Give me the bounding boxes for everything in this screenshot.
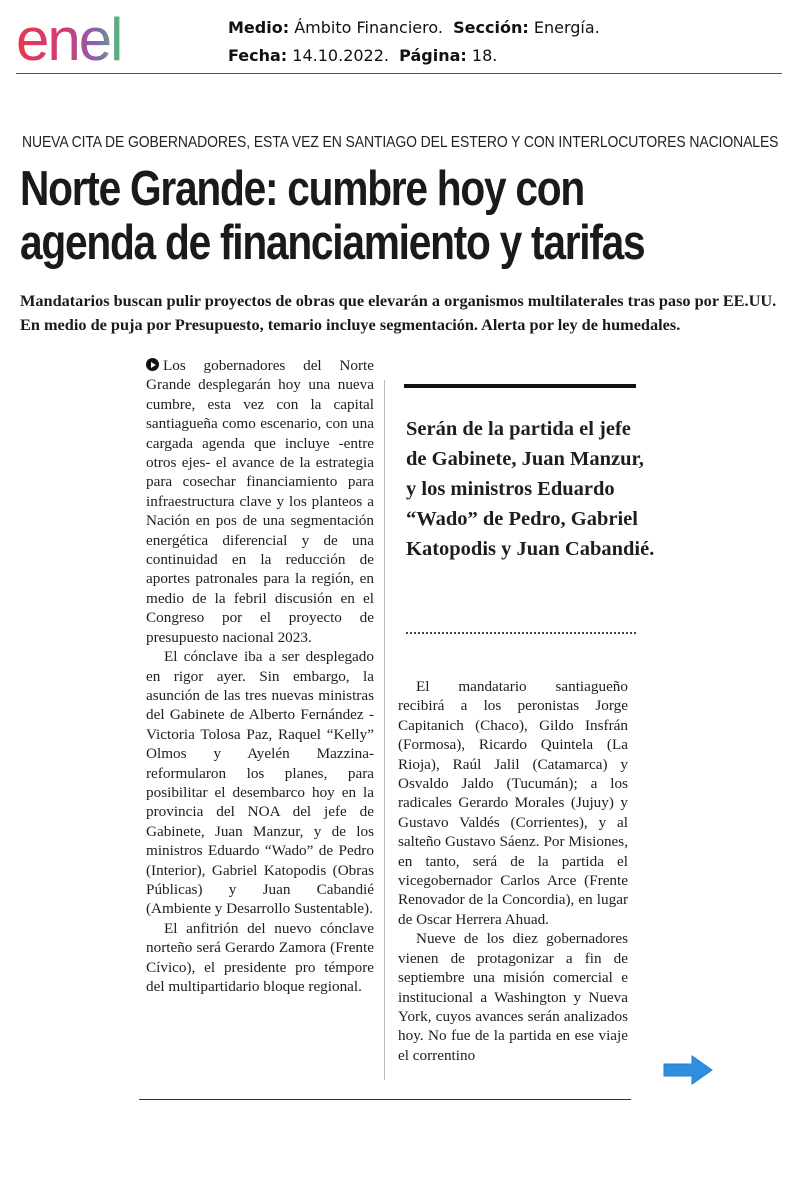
paragraph: El mandatario santiagueño recibirá a los peronistas Jorge Capitanich (Chaco), Gildo Insfrán (Formosa), Ricardo Quintela (La Rioja), Raúl Jalil (Catamarca) y Osvaldo Jaldo (Tucumán); a los radicales Gerardo Morales (Jujuy) y Gustavo Valdés (Corrientes), y al salteño Gustavo Sáenz. Por Misiones, en tanto, será de la partida el vicegobernador Carlos Arce (Frente Renovador de la Concordia), en lugar de Oscar Herrera Ahuad.	[398, 678, 628, 928]
headline-line-1: Norte Grande: cumbre hoy con	[20, 162, 584, 216]
article-column-1	[146, 356, 374, 996]
article-subhead: Mandatarios buscan pulir proyectos de obras que elevarán a organismos multilaterales tras paso por EE.UU. En medio de puja por Presupuesto, temario incluye segmentación. Alerta por ley de humedales.	[20, 291, 777, 334]
seccion-value: Energía.	[533, 18, 600, 37]
footer-divider	[139, 1099, 631, 1100]
arrow-right-icon[interactable]	[662, 1054, 714, 1086]
enel-logo	[16, 8, 172, 70]
paragraph: El cónclave iba a ser desplegado en rigor ayer. Sin embargo, la asunción de las tres nuevas ministras del Gabinete de Alberto Fernández -Victoria Tolosa Paz, Raquel “Kelly” Olmos y Ayelén Mazzina- reformularon los planes, para posibilitar el desembarco hoy en la provincia del NOA del jefe de Gabinete, Juan Manzur, y de los ministros Eduardo “Wado” de Pedro (Interior), Gabriel Katopodis (Obras Públicas) y Juan Cabandié (Ambiente y Desarrollo Sustentable).	[146, 648, 374, 918]
pullquote: Serán de la partida el jefe de Gabinete, Juan Manzur, y los ministros Eduardo “Wado” de Pedro, Gabriel Katopodis y Juan Cabandié.	[406, 418, 655, 560]
medio-label: Medio:	[228, 18, 290, 37]
column-divider	[384, 380, 385, 1080]
header-divider	[16, 73, 782, 74]
headline-line-2: agenda de financiamiento y tarifas	[20, 216, 645, 270]
header-meta-line1	[228, 18, 600, 37]
medio-value: Ámbito Financiero.	[294, 18, 443, 37]
pagina-value: 18.	[471, 46, 498, 65]
svg-text:enel: enel	[16, 8, 122, 70]
fecha-label: Fecha:	[228, 46, 288, 65]
play-circle-icon	[146, 358, 159, 371]
article-headline	[20, 162, 767, 270]
pullquote-top-bar	[404, 384, 636, 388]
fecha-value: 14.10.2022.	[292, 46, 389, 65]
paragraph: El anfitrión del nuevo cónclave norteño será Gerardo Zamora (Frente Cívico), el presidente pro témpore del multipartidario bloque regional.	[146, 919, 374, 995]
pullquote-dotted-rule	[406, 632, 636, 634]
pagina-label: Página:	[399, 46, 467, 65]
article-kicker: NUEVA CITA DE GOBERNADORES, ESTA VEZ EN SANTIAGO DEL ESTERO Y CON INTERLOCUTORES NACIONALES	[22, 134, 779, 151]
seccion-label: Sección:	[453, 18, 529, 37]
paragraph: Nueve de los diez gobernadores vienen de protagonizar a fin de septiembre una misión comercial e institucional a Washington y Nueva York, cuyos avances serán analizados hoy. No fue de la partida en ese viaje el correntino	[398, 930, 628, 1064]
paragraph: Los gobernadores del Norte Grande desplegarán hoy una nueva cumbre, esta vez con la capital santiagueña como escenario, con una cargada agenda que incluye -entre otros ejes- el avance de la estrategia para cosechar financiamiento para infraestructura clave y los planteos a Nación en pos de una segmentación energética diferencial y de una continuidad en la reducción de aportes patronales para la región, en medio de la febril discusión en el Congreso por el proyecto de presupuesto nacional 2023.	[146, 357, 374, 646]
header-meta-line2	[228, 46, 497, 65]
article-column-2	[398, 677, 628, 1065]
